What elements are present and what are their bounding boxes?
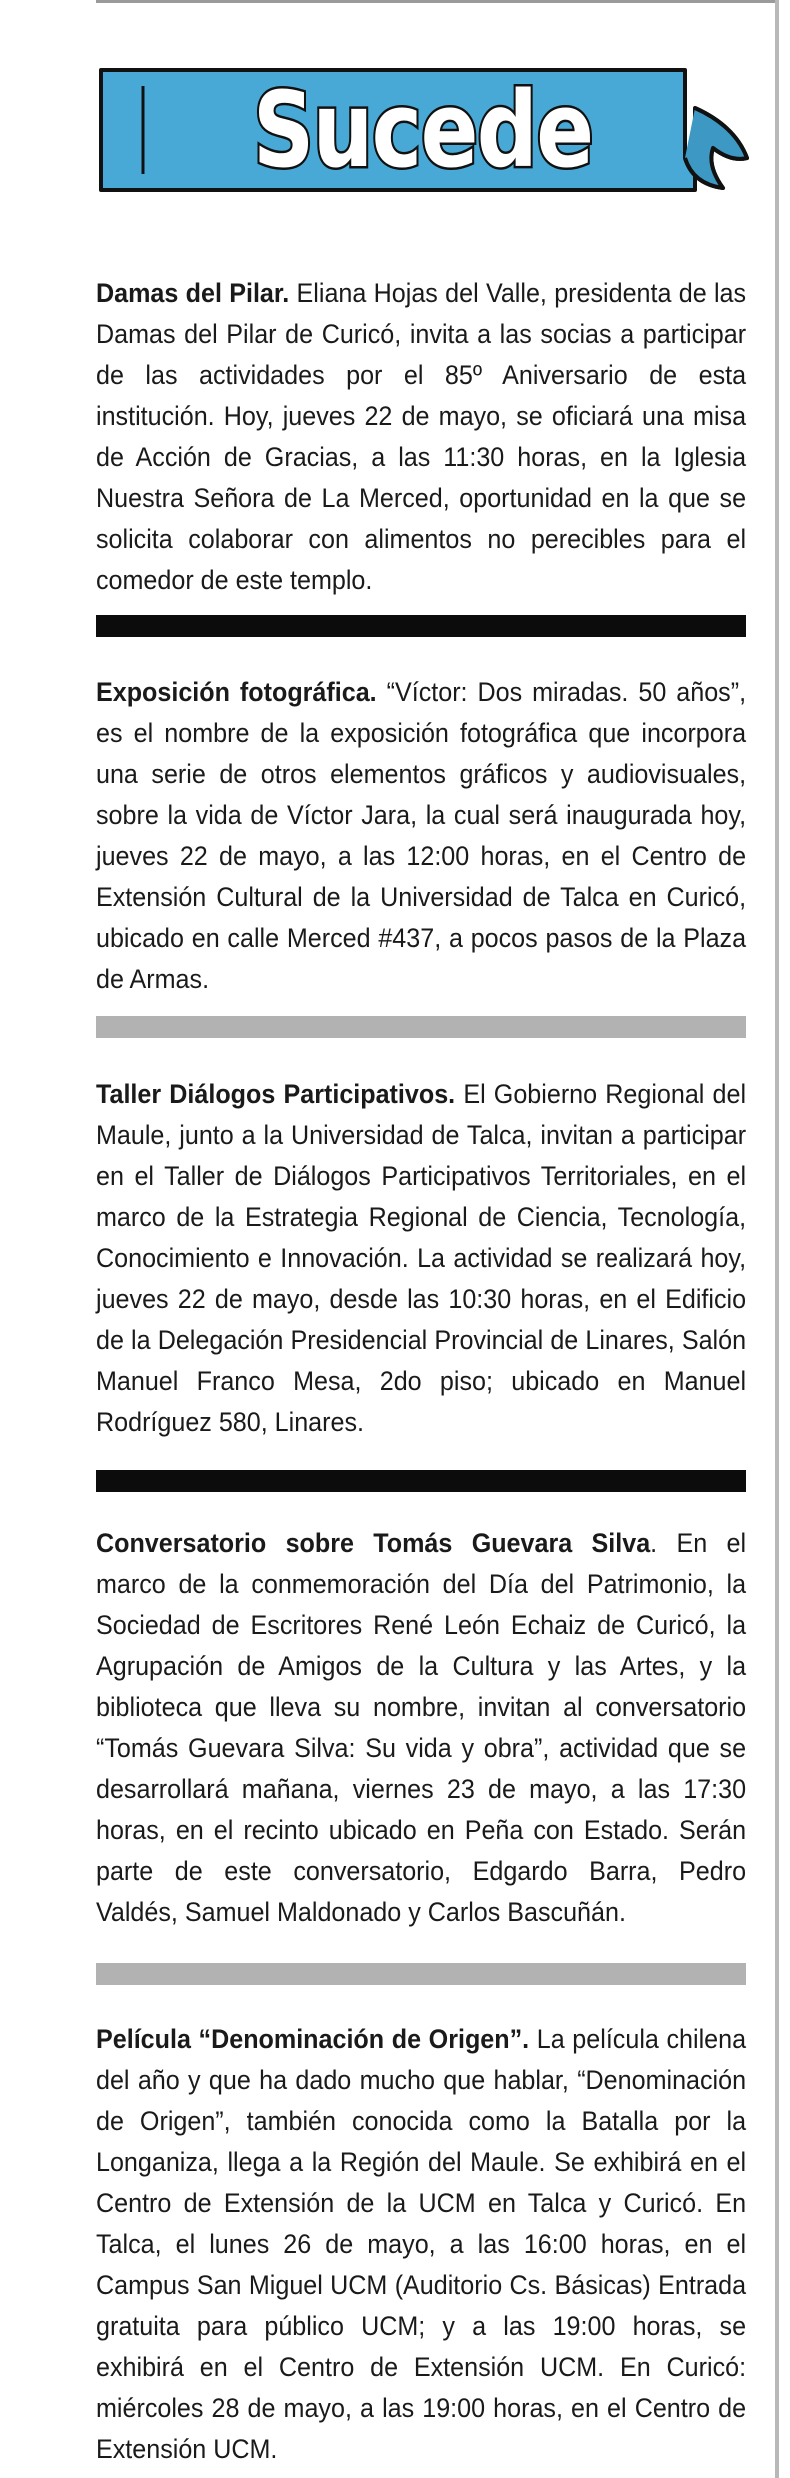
news-item-title: Damas del Pilar. <box>96 278 290 308</box>
news-item-body: . En el marco de la conmemoración del Día del Patrimonio, la Sociedad de Escritores René León Echaiz de Curicó, la Agrupación de Amigos de la Cultura y las Artes, y la biblioteca que lleva su nombre, invitan al conversatorio “Tomás Guevara Silva: Su vida y obra”, actividad que se desarrollará mañana, viernes 23 de mayo, a las 17:30 horas, en el recinto ubicado en Peña con Estado. Serán parte de este conversatorio, Edgardo Barra, Pedro Valdés, Samuel Maldonado y Carlos Bascuñán. <box>96 1528 747 1927</box>
page-edge <box>775 0 779 2478</box>
top-rule <box>96 0 776 3</box>
news-item-title: Taller Diálogos Participativos. <box>96 1079 456 1109</box>
news-item-body: El Gobierno Regional del Maule, junto a la Universidad de Talca, invitan a participar en el Taller de Diálogos Participativos Territoriales, en el marco de la Estrategia Regional de Ciencia, Tecnología, Conocimiento e Innovación. La actividad se realizará hoy, jueves 22 de mayo, desde las 10:30 horas, en el Edificio de la Delegación Presidencial Provincial de Linares, Salón Manuel Franco Mesa, 2do piso; ubicado en Manuel Rodríguez 580, Linares. <box>96 1079 747 1437</box>
separator-bar <box>96 1963 746 1985</box>
news-item-body: Eliana Hojas del Valle, presidenta de las Damas del Pilar de Curicó, invita a las socias a participar de las actividades por el 85º Aniversario de esta institución. Hoy, jueves 22 de mayo, se oficiará una misa de Acción de Gracias, a las 11:30 horas, en la Iglesia Nuestra Señora de La Merced, oportunidad en la que se solicita colaborar con alimentos no perecibles para el comedor de este templo. <box>96 278 747 595</box>
separator-bar <box>96 615 746 637</box>
news-item-title: Conversatorio sobre Tomás Guevara Silva <box>96 1528 651 1558</box>
news-item-body: La película chilena del año y que ha dado mucho que hablar, “Denominación de Origen”, también conocida como la Batalla por la Longaniza, llega a la Región del Maule. Se exhibirá en el Centro de Extensión de la UCM en Talca y Curicó. En Talca, el lunes 26 de mayo, a las 16:00 horas, en el Campus San Miguel UCM (Auditorio Cs. Básicas) Entrada gratuita para público UCM; y a las 19:00 horas, se exhibirá en el Centro de Extensión UCM. En Curicó: miércoles 28 de mayo, a las 19:00 horas, en el Centro de Extensión UCM. <box>96 2024 747 2464</box>
separator-bar <box>96 1470 746 1492</box>
news-item-body: “Víctor: Dos miradas. 50 años”, es el nombre de la exposición fotográfica que incorpora una serie de otros elementos gráficos y audiovisuales, sobre la vida de Víctor Jara, la cual será inaugurada hoy, jueves 22 de mayo, a las 12:00 horas, en el Centro de Extensión Cultural de la Universidad de Talca en Curicó, ubicado en calle Merced #437, a pocos pasos de la Plaza de Armas. <box>96 677 747 994</box>
news-item-exposicion <box>96 672 746 1000</box>
news-item-pelicula <box>96 2019 746 2470</box>
separator-bar <box>96 1016 746 1038</box>
news-item-damas-del-pilar <box>96 273 746 601</box>
news-item-taller <box>96 1074 746 1443</box>
news-item-title: Exposición fotográfica. <box>96 677 377 707</box>
news-item-title: Película “Denominación de Origen”. <box>96 2024 530 2054</box>
section-title: Sucede <box>252 68 593 191</box>
news-item-conversatorio <box>96 1523 746 1933</box>
section-header-banner <box>95 62 755 197</box>
